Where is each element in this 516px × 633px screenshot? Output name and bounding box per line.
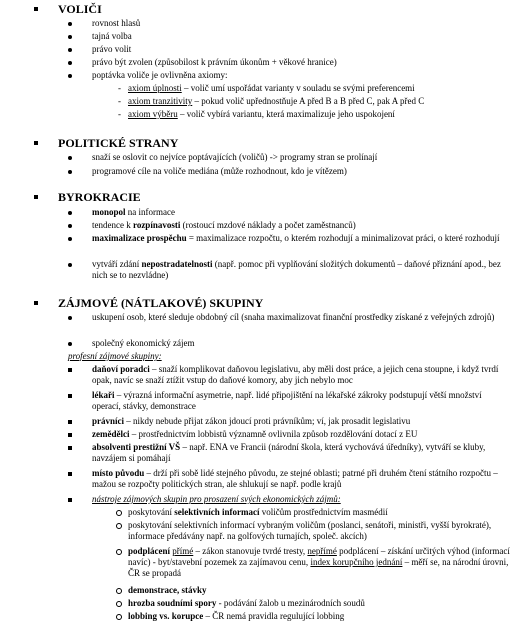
item-bold: demonstrace, stávky xyxy=(128,585,207,595)
bullet-icon xyxy=(68,472,72,476)
item-text: (např. pomoc při vyplňování složitých dokumentů – daňové přiznání apod., bez nich se to nezvládne) xyxy=(92,259,501,281)
axiom-text: – volič vybírá variantu, která maximalizuje jeho uspokojení xyxy=(177,109,395,119)
item-text: – drží při sobě lidé stejného původu, ze stejné oblasti; patrné při druhém čtení státního rozpočtu – mažou se rozpočty politických stran, ale shlukují se např. podle krajů xyxy=(92,468,498,490)
item-text: – snaží komplikovat daňovou legislativu, aby měli dost práce, a jejich cena stoupne, i když tvrdí opak, navíc se snaží ztížit vstup do daňové komory, aby jich nebylo moc xyxy=(92,364,499,386)
item-text: tendence k xyxy=(92,220,133,230)
item-bold: selektivních informací xyxy=(174,507,260,517)
bullet-icon xyxy=(68,170,72,174)
heading-byrokracie xyxy=(58,190,141,204)
circle-bullet-icon xyxy=(116,523,122,529)
circle-bullet-icon xyxy=(116,601,122,607)
heading-bullet xyxy=(34,195,38,199)
circle-bullet-icon xyxy=(116,549,122,555)
underline-text: index korupčního jednání xyxy=(310,557,403,568)
bullet-icon xyxy=(68,368,72,372)
list-item xyxy=(92,207,510,218)
item-text: – zákon stanovuje tvrdé tresty, xyxy=(193,546,308,556)
list-item xyxy=(92,364,510,386)
item-text: právo být zvolen (způsobilost k právním úkonům + věkové hranice) xyxy=(92,57,337,67)
item-bold: podplácení xyxy=(128,546,171,556)
bullet-icon xyxy=(68,394,72,398)
bullet-icon xyxy=(68,211,72,215)
item-text: voličům prostřednictvím masmédií xyxy=(259,507,388,517)
item-text: právo volit xyxy=(92,44,132,54)
bullet-icon xyxy=(68,156,72,160)
item-bold: lékaři xyxy=(92,390,115,400)
axiom-text: – pokud volič upřednostňuje A před B a B před C, pak A před C xyxy=(192,96,425,106)
item-text: – nikdy nebude přijat zákon jdoucí proti právníkům; ví, jak prosadit legislativu xyxy=(124,416,411,426)
list-item xyxy=(92,259,510,281)
heading-strany xyxy=(58,136,178,150)
item-bold: daňoví poradci xyxy=(92,364,150,374)
item-text: snaží se oslovit co nejvíce poptávajících (voličů) -> programy stran se prolínají xyxy=(92,152,378,162)
item-text: vytváří zdání xyxy=(92,259,142,269)
list-item xyxy=(92,390,510,412)
heading-zajmove xyxy=(58,296,263,310)
item-text: – prostřednictvím lobbistů významně ovlivnila způsob rozdělování dotací z EU xyxy=(129,429,418,439)
item-text: společný ekonomický zájem xyxy=(92,338,195,348)
bullet-icon xyxy=(68,35,72,39)
item-bold: místo původu xyxy=(92,468,145,478)
heading-text: ZÁJMOVÉ (NÁTLAKOVÉ) SKUPINY xyxy=(58,296,264,310)
bullet-icon xyxy=(68,224,72,228)
tool-item xyxy=(128,611,510,622)
item-bold: hrozba soudními spory xyxy=(128,598,217,608)
circle-bullet-icon xyxy=(116,614,122,620)
tool-item xyxy=(128,520,510,542)
bullet-icon xyxy=(68,48,72,52)
tools-label: nástroje zájmových skupin pro prosazení svých ekonomických zájmů: xyxy=(92,494,341,504)
heading-volici xyxy=(58,2,102,16)
dash-icon: - xyxy=(118,109,121,119)
axiom-text: – volič umí uspořádat varianty v souladu se svými preferencemi xyxy=(181,83,415,93)
bullet-icon xyxy=(68,61,72,65)
item-text: programové cíle na voliče mediána (může rozhodnout, kdo je vítězem) xyxy=(92,166,347,176)
item-text: (rostoucí mzdové náklady a počet zaměstnanců) xyxy=(180,220,356,230)
tool-item xyxy=(128,585,510,596)
bullet-icon xyxy=(68,342,72,346)
bullet-icon xyxy=(68,446,72,450)
item-text: - podávání žalob u mezinárodních soudů xyxy=(216,598,365,608)
circle-bullet-icon xyxy=(116,510,122,516)
list-item xyxy=(92,416,510,427)
axiom-name: axiom úplnosti xyxy=(128,83,182,93)
item-text: poptávka voliče je ovlivněna axiomy: xyxy=(92,70,228,80)
list-item xyxy=(92,57,510,68)
circle-bullet-icon xyxy=(116,588,122,594)
item-bold: maximalizace prospěchu xyxy=(92,233,187,243)
list-item xyxy=(92,31,510,42)
list-item xyxy=(92,152,510,163)
bullet-icon xyxy=(68,433,72,437)
group-label: profesní zájmové skupiny: xyxy=(68,351,162,361)
tool-item xyxy=(128,546,510,580)
list-item xyxy=(92,220,510,231)
item-bold: rozpínavosti xyxy=(132,220,181,230)
heading-bullet xyxy=(34,141,38,145)
item-bold: nepostradatelnosti xyxy=(141,259,213,269)
bullet-icon xyxy=(68,237,72,241)
item-bold: absolventi prestižní VŠ xyxy=(92,442,181,452)
item-text: poskytování xyxy=(128,507,175,517)
item-bold: zemědělci xyxy=(92,429,130,439)
heading-text: BYROKRACIE xyxy=(58,190,141,204)
item-text: tajná volba xyxy=(92,31,132,41)
list-item xyxy=(92,70,510,81)
item-bold: lobbing vs. korupce xyxy=(128,611,204,621)
item-bold: právníci xyxy=(92,416,125,426)
bullet-icon xyxy=(68,74,72,78)
item-text: – měří se, na národní úrovni, ČR se propadá xyxy=(128,557,509,579)
list-item xyxy=(92,166,510,177)
item-text: podplácení – získání určitých výhod (informací navíc) - byt/stavební pozemek za zajímavou cenu, xyxy=(128,546,510,568)
item-bold: monopol xyxy=(92,207,126,217)
bullet-icon xyxy=(68,498,72,502)
heading-bullet xyxy=(34,7,38,11)
list-item xyxy=(92,44,510,55)
axiom-name: axiom výběru xyxy=(128,109,178,119)
axiom-item xyxy=(118,109,510,120)
axiom-item xyxy=(118,96,510,107)
item-text: – ČR nemá pravidla regulující lobbing xyxy=(203,611,345,621)
bullet-icon xyxy=(68,420,72,424)
bullet-icon xyxy=(68,263,72,267)
list-item xyxy=(92,442,510,464)
dash-icon: - xyxy=(118,83,121,93)
item-text: na informace xyxy=(125,207,175,217)
tool-item xyxy=(128,507,510,518)
underline-text: nepřímé xyxy=(307,546,337,556)
list-item xyxy=(92,338,510,349)
bullet-icon xyxy=(68,22,72,26)
item-text: uskupení osob, které sleduje obdobný cíl (snaha maximalizovat finanční prostředky získané z veřejných zdrojů) xyxy=(92,312,495,322)
item-text: – např. ENA ve Francii (národní škola, která vychovává úředníky), vytváří se kluby, navzájem si pomáhají xyxy=(92,442,486,464)
heading-text: VOLIČI xyxy=(58,2,102,16)
heading-bullet xyxy=(34,301,38,305)
list-item xyxy=(92,429,510,440)
list-item xyxy=(92,233,510,244)
item-text: rovnost hlasů xyxy=(92,18,141,28)
list-item xyxy=(92,468,510,490)
tool-item xyxy=(128,598,510,609)
list-item xyxy=(92,18,510,29)
list-item xyxy=(92,494,510,505)
dash-icon: - xyxy=(118,96,121,106)
bullet-icon xyxy=(68,316,72,320)
axiom-name: axiom tranzitivity xyxy=(128,96,193,106)
item-text: – výrazná informační asymetrie, např. lidé připojištění na lékařské zákroky podstupují větší množství operací, stávky, demonstrace xyxy=(92,390,482,412)
underline-text: přímé xyxy=(172,546,194,556)
item-text: poskytování selektivních informací vybraným voličům (poslanci, senátoři, ministři, vyšší byrokraté), informace předávány např. na golfových turnajích, společ. akcích) xyxy=(128,520,492,542)
axiom-item xyxy=(118,83,510,94)
list-item xyxy=(92,312,510,323)
item-text: = maximalizace rozpočtu, o kterém rozhodují a minimalizovat práci, o které rozhodují xyxy=(186,233,500,243)
heading-text: POLITICKÉ STRANY xyxy=(58,136,179,150)
